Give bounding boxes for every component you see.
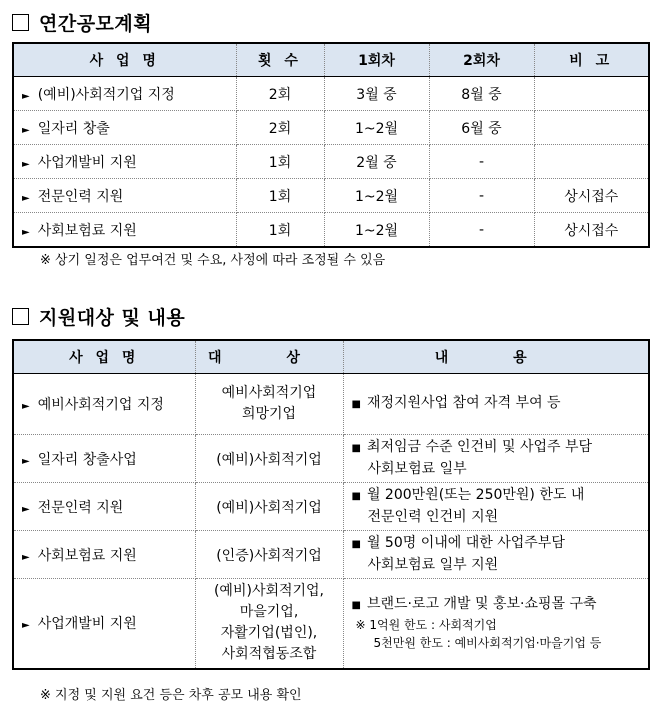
count-cell: 2회	[236, 111, 324, 145]
square-bullet-icon: ■	[351, 491, 361, 502]
header-cell: 대 상	[195, 340, 343, 374]
note-cell	[534, 111, 649, 145]
target-cell: (예비)사회적기업	[195, 483, 343, 531]
table-row	[13, 111, 649, 145]
content-cell: ■ 브랜드·로고 개발 및 홍보·쇼핑몰 구축 ※ 1억원 한도 : 사회적기업 5천만원 한도 : 예비사회적기업·마을기업 등	[343, 579, 649, 669]
round1-cell: 2월 중	[324, 145, 429, 179]
program-name-cell: ► 사업개발비 지원	[13, 579, 195, 669]
count-cell: 1회	[236, 213, 324, 248]
square-bullet-icon: ■	[351, 600, 361, 612]
arrow-icon: ►	[22, 124, 30, 136]
header-cell: 1회차	[324, 43, 429, 77]
round1-cell: 1~2월	[324, 179, 429, 213]
checkbox-icon	[12, 14, 29, 31]
header-cell: 횟 수	[236, 43, 324, 77]
arrow-icon: ►	[22, 401, 30, 412]
arrow-icon: ►	[22, 551, 30, 563]
program-name-cell: ► (예비)사회적기업 지정	[13, 77, 236, 111]
content-cell: ■ 재정지원사업 참여 자격 부여 등	[343, 374, 649, 435]
table-row	[13, 213, 649, 248]
subnote: 5천만원 한도 : 예비사회적기업·마을기업 등	[373, 636, 602, 651]
count-cell: 1회	[236, 179, 324, 213]
arrow-icon: ►	[22, 192, 30, 204]
support-footnote: ※ 지정 및 지원 요건 등은 차후 공모 내용 확인	[40, 688, 302, 703]
header-cell: 2회차	[429, 43, 534, 77]
schedule-footnote: ※ 상기 일정은 업무여건 및 수요, 사정에 따라 조정될 수 있음	[40, 253, 386, 268]
content-cell: ■ 월 200만원(또는 250만원) 한도 내 전문인력 인건비 지원	[343, 483, 649, 531]
arrow-icon: ►	[22, 503, 30, 515]
table-row	[13, 579, 649, 669]
program-name-cell: ► 일자리 창출사업	[13, 435, 195, 483]
table-row	[13, 179, 649, 213]
arrow-icon: ►	[22, 455, 30, 467]
content-cell: ■ 최저임금 수준 인건비 및 사업주 부담 사회보험료 일부	[343, 435, 649, 483]
round2-cell: -	[429, 145, 534, 179]
arrow-icon: ►	[22, 226, 30, 238]
table-row	[13, 77, 649, 111]
table-row	[13, 435, 649, 483]
arrow-icon: ►	[22, 158, 30, 170]
round2-cell: 6월 중	[429, 111, 534, 145]
round2-cell: -	[429, 179, 534, 213]
arrow-icon: ►	[22, 620, 30, 632]
table-header-row	[13, 43, 649, 77]
count-cell: 1회	[236, 145, 324, 179]
header-cell: 내 용	[343, 340, 649, 374]
round2-cell: 8월 중	[429, 77, 534, 111]
schedule-table	[12, 42, 650, 248]
note-cell	[534, 145, 649, 179]
table-header-row	[13, 340, 649, 374]
support-table	[12, 339, 650, 670]
program-name-cell: ► 사업개발비 지원	[13, 145, 236, 179]
table-row	[13, 531, 649, 579]
program-name-cell: ► 전문인력 지원	[13, 483, 195, 531]
round1-cell: 1~2월	[324, 213, 429, 248]
target-cell: (예비)사회적기업	[195, 435, 343, 483]
square-bullet-icon: ■	[351, 443, 361, 454]
program-name-cell: ► 전문인력 지원	[13, 179, 236, 213]
count-cell: 2회	[236, 77, 324, 111]
program-name-cell: ► 사회보험료 지원	[13, 531, 195, 579]
target-cell: 예비사회적기업 희망기업	[195, 374, 343, 435]
header-cell: 사 업 명	[13, 340, 195, 374]
table-row	[13, 374, 649, 435]
note-cell: 상시접수	[534, 179, 649, 213]
header-cell: 비 고	[534, 43, 649, 77]
program-name-cell: ► 사회보험료 지원	[13, 213, 236, 248]
target-cell: (예비)사회적기업, 마을기업, 자활기업(법인), 사회적협동조합	[195, 579, 343, 669]
round2-cell: -	[429, 213, 534, 248]
square-bullet-icon: ■	[351, 539, 361, 550]
square-bullet-icon: ■	[351, 399, 361, 410]
content-cell: ■ 월 50명 이내에 대한 사업주부담 사회보험료 일부 지원	[343, 531, 649, 579]
checkbox-icon	[12, 308, 29, 325]
header-cell: 사 업 명	[13, 43, 236, 77]
program-name-cell: ► 예비사회적기업 지정	[13, 374, 195, 435]
table-row	[13, 145, 649, 179]
arrow-icon: ►	[22, 90, 30, 102]
table-row	[13, 483, 649, 531]
round1-cell: 1~2월	[324, 111, 429, 145]
section1-title: 연간공모계획	[12, 9, 152, 36]
note-cell: 상시접수	[534, 213, 649, 248]
target-cell: (인증)사회적기업	[195, 531, 343, 579]
section2-title: 지원대상 및 내용	[12, 303, 185, 330]
round1-cell: 3월 중	[324, 77, 429, 111]
subnote: ※ 1억원 한도 : 사회적기업	[355, 618, 497, 633]
program-name-cell: ► 일자리 창출	[13, 111, 236, 145]
note-cell	[534, 77, 649, 111]
